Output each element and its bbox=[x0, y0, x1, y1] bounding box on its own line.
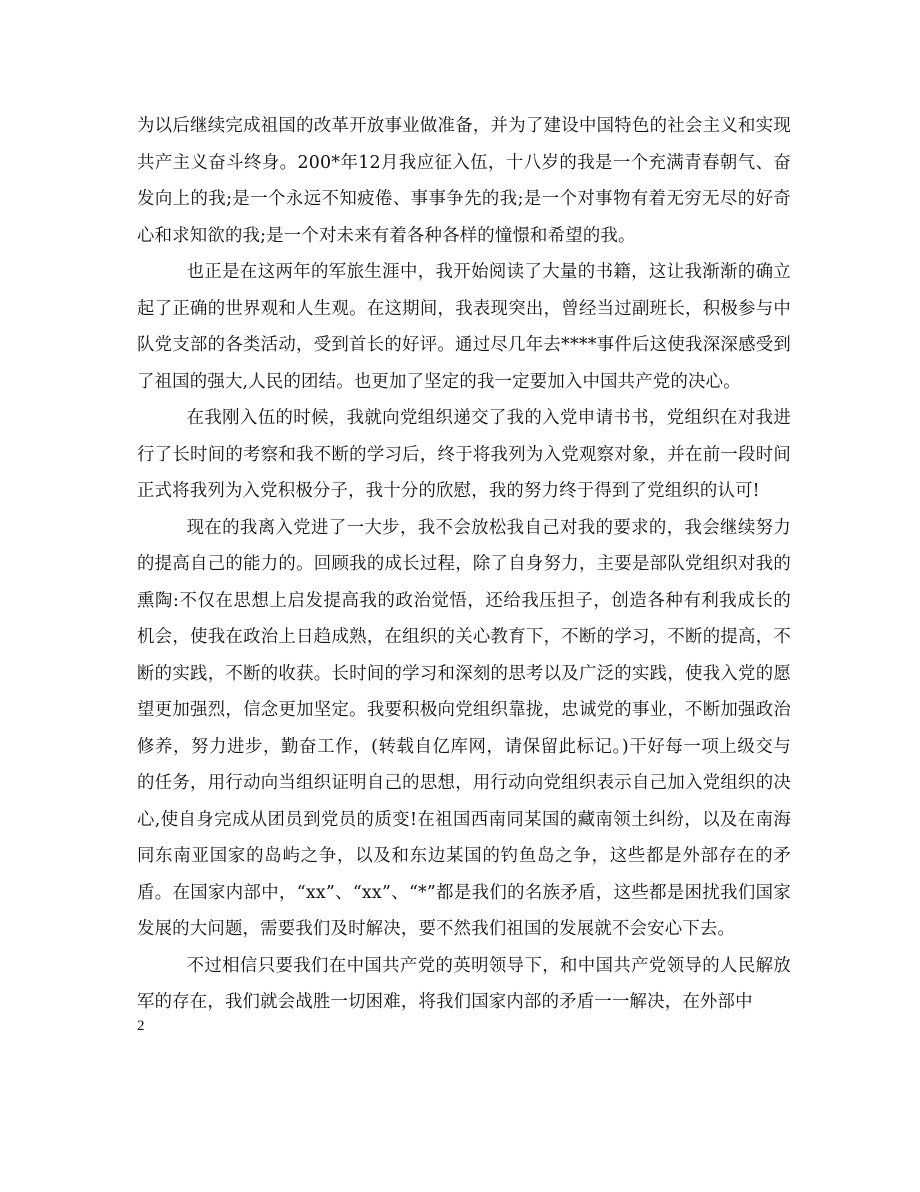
paragraph-3: 在我刚入伍的时候，我就向党组织递交了我的入党申请书书，党组织在对我进行了长时间的考察和我不断的学习后，终于将我列为入党观察对象，并在前一段时间正式将我列为入党积极分子，我十分的欣慰，我的努力终于得到了党组织的认可! bbox=[137, 408, 791, 501]
document-body bbox=[137, 108, 791, 1021]
paragraph-4: 现在的我离入党进了一大步，我不会放松我自己对我的要求的，我会继续努力的提高自己的能力的。回顾我的成长过程，除了自身努力，主要是部队党组织对我的熏陶:不仅在思想上启发提高我的政治觉悟，还给我压担子，创造各种有利我成长的机会，使我在政治上日趋成熟，在组织的关心教育下，不断的学习，不断的提高，不断的实践，不断的收获。长时间的学习和深刻的思考以及广泛的实践，使我入党的愿望更加强烈，信念更加坚定。我要积极向党组织靠拢，忠诚党的事业，不断加强政治修养，努力进步，勤奋工作，(转载自亿库网，请保留此标记。)干好每一项上级交与的任务，用行动向当组织证明自己的思想，用行动向党组织表示自己加入党组织的决心,使自身完成从团员到党员的质变!在祖国西南同某国的藏南领土纠纷，以及在南海同东南亚国家的岛屿之争，以及和东边某国的钓鱼岛之争，这些都是外部存在的矛盾。在国家内部中，“xx”、“xx”、“*”都是我们的名族矛盾，这些都是困扰我们国家发展的大问题，需要我们及时解决，要不然我们祖国的发展就不会安心下去。 bbox=[137, 517, 791, 939]
page-number: 2 bbox=[137, 1018, 145, 1034]
paragraph-2: 也正是在这两年的军旅生涯中，我开始阅读了大量的书籍，这让我渐渐的确立起了正确的世界观和人生观。在这期间，我表现突出，曾经当过副班长，积极参与中队党支部的各类活动，受到首长的好评。通过尽几年去****事件后这使我深深感受到了祖国的强大,人民的团结。也更加了坚定的我一定要加入中国共产党的决心。 bbox=[137, 262, 791, 392]
paragraph-5: 不过相信只要我们在中国共产党的英明领导下，和中国共产党领导的人民解放军的存在，我们就会战胜一切困难，将我们国家内部的矛盾一一解决，在外部中 bbox=[137, 955, 791, 1012]
paragraph-1: 为以后继续完成祖国的改革开放事业做准备，并为了建设中国特色的社会主义和实现共产主义奋斗终身。200*年12月我应征入伍，十八岁的我是一个充满青春朝气、奋发向上的我;是一个永远不知疲倦、事事争先的我;是一个对事物有着无穷无尽的好奇心和求知欲的我;是一个对未来有着各种各样的憧憬和希望的我。 bbox=[137, 116, 791, 246]
